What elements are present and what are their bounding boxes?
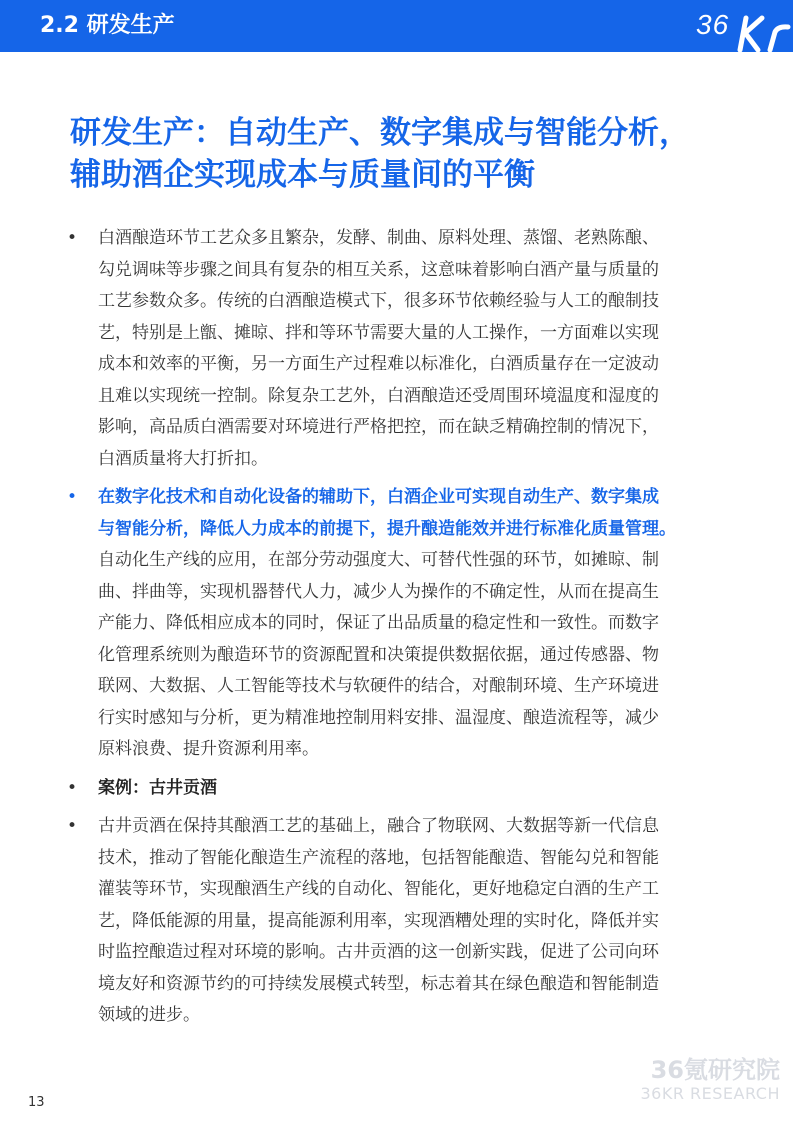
bullet-icon: •	[66, 816, 78, 836]
list-item	[66, 482, 730, 766]
svg-text:36: 36	[696, 9, 730, 40]
header-bar	[0, 0, 793, 52]
bullet-list	[66, 223, 730, 1032]
section-title: 2.2 研发生产	[40, 13, 175, 38]
bullet-icon: •	[66, 228, 78, 248]
paragraph-text: 白酒酿造环节工艺众多且繁杂，发酵、制曲、原料处理、蒸馏、老熟陈酿、 勾兑调味等步骤之间具有复杂的相互关系，这意味着影响白酒产量与质量的 工艺参数众多。传统的白酒酿造模式下，很多环节依赖经验与人工的酿制技 艺，特别是上甑、摊晾、拌和等环节需要大量的人工操作，一方面难以实现 成本和效率的平衡，另一方面生产过程难以标准化，白酒质量存在一定波动 且难以实现统一控制。除复杂工艺外，白酒酿造还受周围环境温度和湿度的 影响，高品质白酒需要对环境进行严格把控，而在缺乏精确控制的情况下， 白酒质量将大打折扣。	[98, 228, 659, 469]
list-item	[66, 811, 730, 1032]
36kr-logo-icon	[692, 4, 793, 52]
highlight-text: 在数字化技术和自动化设备的辅助下，白酒企业可实现自动生产、数字集成 与智能分析，降低人力成本的前提下，提升酿造能效并进行标准化质量管理。	[98, 487, 676, 539]
page-title-line-1: 研发生产：自动生产、数字集成与智能分析，	[70, 115, 690, 151]
watermark-en: 36KR RESEARCH	[640, 1084, 780, 1103]
bullet-icon: •	[66, 487, 78, 507]
list-item	[66, 773, 730, 805]
paragraph-text: 古井贡酒在保持其酿酒工艺的基础上，融合了物联网、大数据等新一代信息 技术，推动了智能化酿造生产流程的落地，包括智能酿造、智能勾兑和智能 灌装等环节，实现酿酒生产线的自动化、智能化，更好地稳定白酒的生产工 艺，降低能源的用量，提高能源利用率，实现酒糟处理的实时化，降低并实 时监控酿造过程对环境的影响。古井贡酒的这一创新实践，促进了公司向环 境友好和资源节约的可持续发展模式转型，标志着其在绿色酿造和智能制造 领域的进步。	[98, 816, 659, 1025]
list-item	[66, 223, 730, 475]
page-title-line-2: 辅助酒企实现成本与质量间的平衡	[70, 157, 535, 193]
case-heading: 案例：古井贡酒	[98, 777, 217, 798]
paragraph-text: 自动化生产线的应用，在部分劳动强度大、可替代性强的环节，如摊晾、制 曲、拌曲等，实现机器替代人力，减少人为操作的不确定性，从而在提高生 产能力、降低相应成本的同时，保证了出品质量的稳定性和一致性。而数字 化管理系统则为酿造环节的资源配置和决策提供数据依据，通过传感器、物 联网、大数据、人工智能等技术与软硬件的结合，对酿制环境、生产环境进 行实时感知与分析，更为精准地控制用料安排、温湿度、酿造流程等，减少 原料浪费、提升资源利用率。	[98, 550, 659, 759]
page-title	[70, 112, 770, 196]
page-number: 13	[28, 1095, 45, 1110]
bullet-icon: •	[66, 777, 78, 798]
watermark	[630, 1056, 780, 1104]
watermark-cn: 36氪研究院	[650, 1056, 780, 1084]
